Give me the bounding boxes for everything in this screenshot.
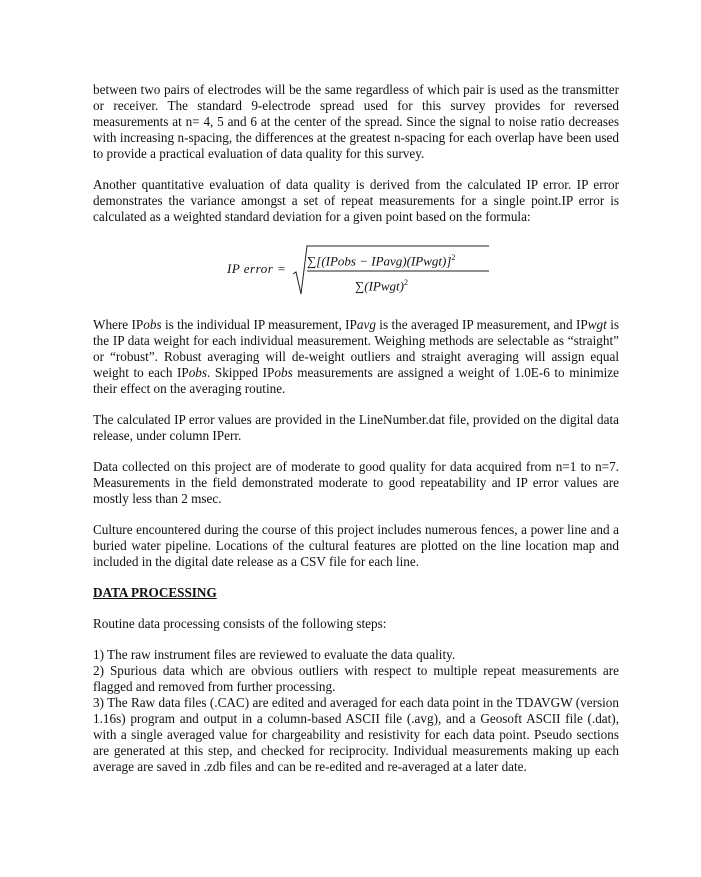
paragraph-ip-error-intro: Another quantitative evaluation of data quality is derived from the calculated IP error. IP error demonstrates the variance amongst a set of repeat measurements for a single point.IP error is calculated as a weighted standard deviation for a given point based on the formula: [93,177,619,224]
text-span: Where IP [93,317,144,332]
denominator-exponent: 2 [403,278,408,287]
italic-wgt: wgt [587,317,607,332]
processing-step: 1) The raw instrument files are reviewed to evaluate the data quality. [93,647,456,662]
ip-error-formula [93,240,619,302]
italic-obs: obs [188,365,208,380]
italic-avg: avg [356,317,376,332]
formula-numerator [307,250,455,269]
paragraph-iperr-location: The calculated IP error values are provided in the LineNumber.dat file, provided on the digital data release, under column IPerr. [93,412,619,443]
denominator-text: ∑(IPwgt) [355,278,404,294]
italic-obs: obs [143,317,162,332]
text-span: measurements are assigned a weight of 1.0E-6 to minimize their effect on the averaging routine. [93,365,620,396]
text-span: is the averaged IP measurement, and IP [375,317,588,332]
italic-obs: obs [274,365,293,380]
numerator-text: ∑[(IPobs − IPavg)(IPwgt)] [307,253,452,269]
processing-step: 2) Spurious data which are obvious outliers with respect to multiple repeat measurements are flagged and removed from further processing. [93,663,619,694]
paragraph-data-quality: Data collected on this project are of moderate to good quality for data acquired from n=1 to n=7. Measurements in the field demonstrated moderate to good repeatability and IP error values are mostly less than 2 msec. [93,459,619,506]
text-span: . Skipped IP [207,365,275,380]
paragraph-processing-intro: Routine data processing consists of the following steps: [93,616,387,631]
paragraph-ip-definitions [93,317,619,397]
processing-steps-list [93,647,619,775]
formula-lhs: IP error = [227,261,287,276]
text-span: is the IP data weight for each individual measurement. Weighing methods are selectable as “straight” or “robust”. Robust averaging will de-weight outliers and straight averaging will assign equal weight to each IP [93,317,619,380]
section-heading-data-processing: DATA PROCESSING [93,585,217,600]
document-page [93,82,619,775]
processing-step: 3) The Raw data files (.CAC) are edited and averaged for each data point in the TDAVGW (version 1.16s) program and output in a column-based ASCII file (.avg), and a Geosoft ASCII file (.dat), with a single averaged value for chargeability and resistivity for each data point. Pseudo sections are generated at this step, and checked for reciprocity. Individual measurements making up each average are saved in .zdb files and can be re-edited and re-averaged at a later date. [93,695,619,774]
paragraph-culture: Culture encountered during the course of this project includes numerous fences, a power line and a buried water pipeline. Locations of the cultural features are plotted on the line location map and included in the digital date release as a CSV file for each line. [93,522,619,569]
formula-denominator [355,275,408,294]
numerator-exponent: 2 [451,253,456,262]
text-span: is the individual IP measurement, IP [161,317,357,332]
paragraph-reciprocity: between two pairs of electrodes will be the same regardless of which pair is used as the transmitter or receiver. The standard 9-electrode spread used for this survey provides for reversed measurements at n= 4, 5 and 6 at the center of the spread. Since the signal to noise ratio decreases with increasing n-spacing, the differences at the greatest n-spacing for each overlap have been used to provide a practical evaluation of data quality for this survey. [93,82,619,161]
